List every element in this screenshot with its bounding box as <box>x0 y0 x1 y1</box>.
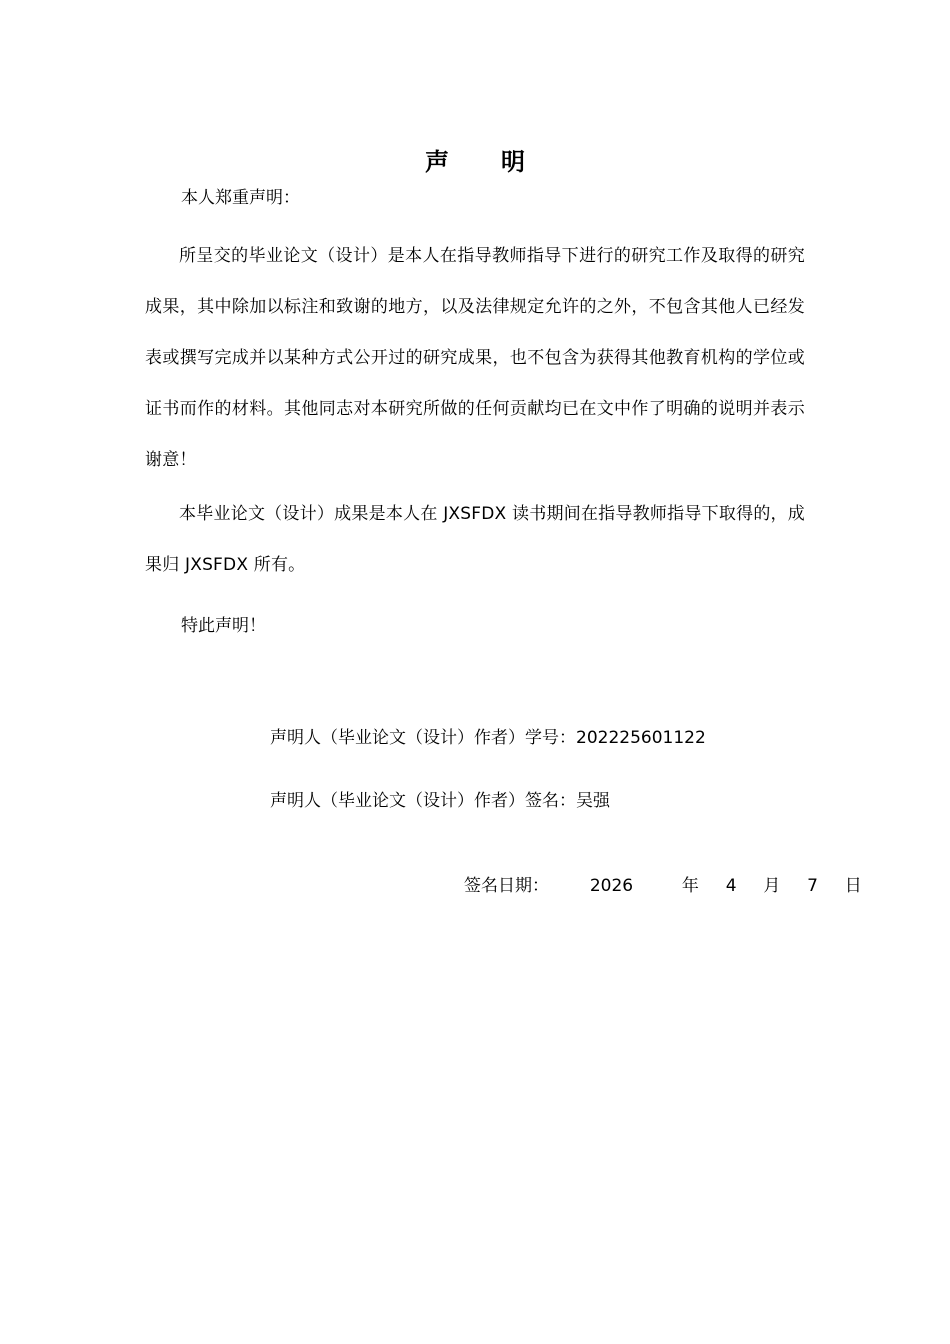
signature-label: 声明人（毕业论文（设计）作者）签名： <box>270 791 576 811</box>
title-char-1: 声 <box>425 147 449 176</box>
title-char-2: 明 <box>501 147 525 176</box>
date-label: 签名日期： <box>464 876 549 896</box>
date-year-unit: 年 <box>681 876 699 896</box>
signature-value: 吴强 <box>576 791 610 811</box>
student-id-line <box>270 726 706 750</box>
signature-line <box>270 789 610 813</box>
salutation: 本人郑重声明： <box>181 188 300 208</box>
date-day-unit: 日 <box>844 876 862 896</box>
signature-date-line <box>464 874 862 898</box>
date-month: 4 <box>725 876 737 896</box>
student-id-label: 声明人（毕业论文（设计）作者）学号： <box>270 728 576 748</box>
closing-statement: 特此声明！ <box>181 616 266 636</box>
date-month-unit: 月 <box>763 876 781 896</box>
date-day: 7 <box>807 876 818 896</box>
paragraph-originality: 所呈交的毕业论文（设计）是本人在指导教师指导下进行的研究工作及取得的研究成果，其中除加以标注和致谢的地方，以及法律规定允许的之外，不包含其他人已经发表或撰写完成并以某种方式公开过的研究成果，也不包含为获得其他教育机构的学位或证书而作的材料。其他同志对本研究所做的任何贡献均已在文中作了明确的说明并表示谢意！ <box>145 246 805 470</box>
date-year: 2026 <box>589 876 634 896</box>
student-id-value: 202225601122 <box>576 728 706 748</box>
paragraph-ownership: 本毕业论文（设计）成果是本人在 JXSFDX 读书期间在指导教师指导下取得的，成果归 JXSFDX 所有。 <box>145 504 805 575</box>
page-title <box>0 142 950 177</box>
